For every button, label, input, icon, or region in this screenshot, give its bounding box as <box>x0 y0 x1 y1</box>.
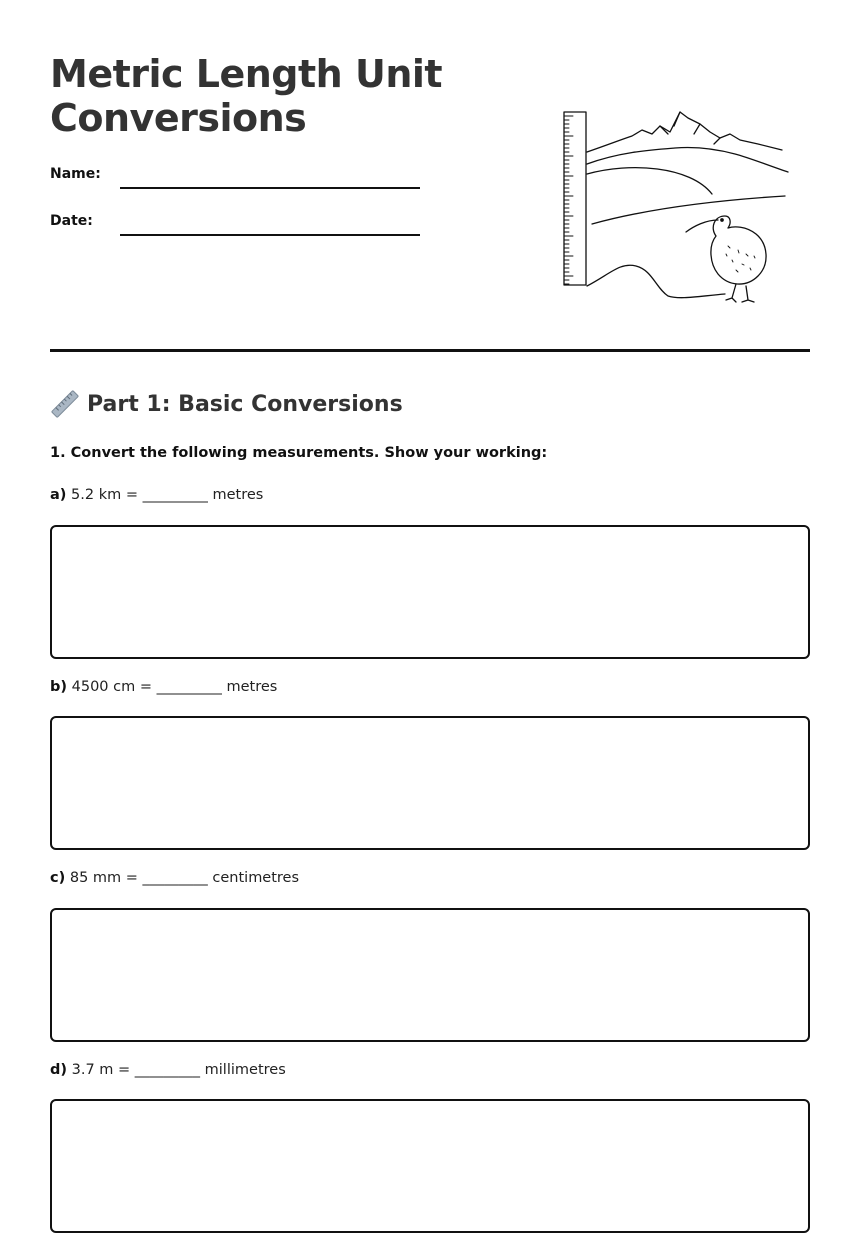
title-line-1: Metric Length Unit <box>50 52 443 96</box>
question-letter: b) <box>50 679 68 695</box>
name-label: Name: <box>50 166 101 182</box>
question-a: a) 5.2 km = _________ metres <box>50 487 264 503</box>
ruler-icon <box>564 112 586 285</box>
kiwi-bird-icon <box>686 216 766 302</box>
answer-blank[interactable]: _________ <box>142 870 208 886</box>
question-unit: centimetres <box>212 870 300 886</box>
date-line[interactable] <box>120 234 420 236</box>
working-box-c[interactable] <box>50 908 810 1042</box>
question-value: 85 mm <box>69 870 122 886</box>
ruler-icon <box>50 389 80 419</box>
question-value: 4500 cm <box>71 679 136 695</box>
question-letter: a) <box>50 487 67 503</box>
question-value: 5.2 km <box>71 487 122 503</box>
name-line[interactable] <box>120 187 420 189</box>
section-divider <box>50 349 810 352</box>
working-box-d[interactable] <box>50 1099 810 1233</box>
question-c: c) 85 mm = _________ centimetres <box>50 870 300 886</box>
date-label: Date: <box>50 213 93 229</box>
question-unit: metres <box>226 679 278 695</box>
part1-instruction: 1. Convert the following measurements. Show your working: <box>50 445 548 461</box>
date-field[interactable] <box>50 211 420 235</box>
title-line-2: Conversions <box>50 96 307 140</box>
working-box-a[interactable] <box>50 525 810 659</box>
answer-blank[interactable]: _________ <box>134 1062 201 1078</box>
question-value: 3.7 m <box>71 1062 114 1078</box>
worksheet-title <box>50 52 490 140</box>
question-unit: millimetres <box>204 1062 286 1078</box>
answer-blank[interactable]: _________ <box>156 679 222 695</box>
question-letter: c) <box>50 870 66 886</box>
question-b: b) 4500 cm = _________ metres <box>50 679 278 695</box>
question-d: d) 3.7 m = _________ millimetres <box>50 1062 286 1078</box>
question-unit: metres <box>212 487 264 503</box>
part1-heading-text: Part 1: Basic Conversions <box>87 391 403 417</box>
question-letter: d) <box>50 1062 68 1078</box>
answer-blank[interactable]: _________ <box>142 487 208 503</box>
working-box-b[interactable] <box>50 716 810 850</box>
name-field[interactable] <box>50 164 420 188</box>
part1-heading <box>50 388 403 420</box>
ruler-landscape-kiwi-illustration <box>560 104 792 306</box>
worksheet-page <box>50 0 810 1161</box>
